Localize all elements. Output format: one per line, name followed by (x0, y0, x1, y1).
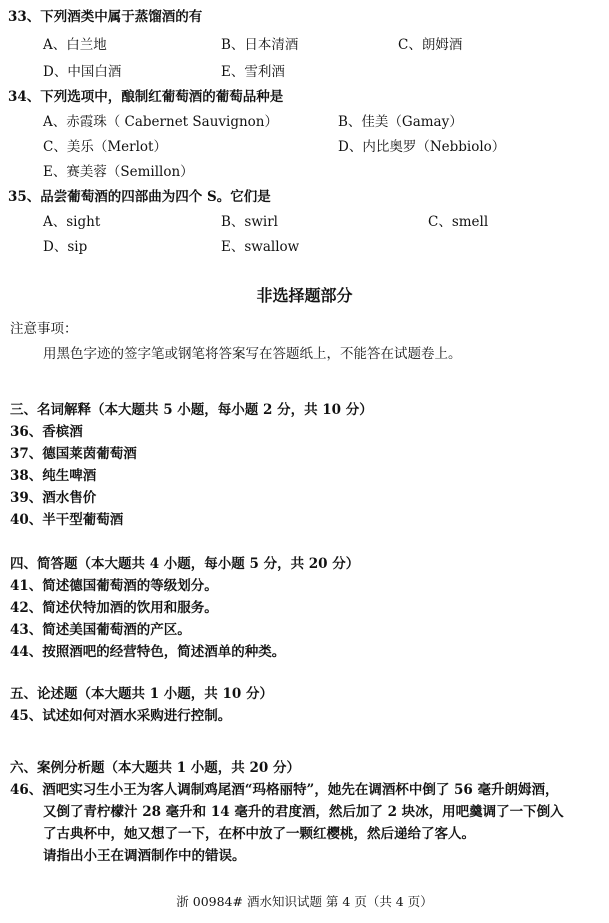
part3-heading: 三、名词解释（本大题共 5 小题，每小题 2 分，共 10 分） (10, 402, 373, 418)
list-item: 45、试述如何对酒水采购进行控制。 (10, 708, 232, 724)
list-item: 38、纯生啤酒 (10, 468, 97, 484)
q35-option-b: B、swirl (221, 214, 278, 230)
q33-option-c: C、朗姆酒 (398, 37, 463, 53)
list-item: 41、简述德国葡萄酒的等级划分。 (10, 578, 218, 594)
part5-heading: 五、论述题（本大题共 1 小题，共 10 分） (10, 686, 273, 702)
q33-option-d: D、中国白酒 (43, 64, 122, 80)
q34-option-c: C、美乐（Merlot） (43, 139, 167, 155)
list-item: 37、德国莱茵葡萄酒 (10, 446, 137, 462)
list-item: 39、酒水售价 (10, 490, 97, 506)
list-item: 40、半干型葡萄酒 (10, 512, 124, 528)
q35-option-c: C、smell (428, 214, 489, 230)
case-line: 又倒了青柠檬汁 28 毫升和 14 毫升的君度酒，然后加了 2 块冰，用吧羹调了一下倒入 (43, 804, 564, 820)
part6-heading: 六、案例分析题（本大题共 1 小题，共 20 分） (10, 760, 300, 776)
notice-text: 用黑色字迹的签字笔或钢笔将答案写在答题纸上，不能答在试题卷上。 (43, 346, 462, 362)
case-line: 了古典杯中，她又想了一下，在杯中放了一颗红樱桃，然后递给了客人。 (43, 826, 475, 842)
case-line: 请指出小王在调酒制作中的错误。 (43, 848, 246, 864)
question-33-stem: 33、下列酒类中属于蒸馏酒的有 (8, 9, 203, 25)
q35-option-e: E、swallow (221, 239, 300, 255)
list-item: 43、简述美国葡萄酒的产区。 (10, 622, 191, 638)
q33-option-e: E、雪利酒 (221, 64, 285, 80)
page-footer: 浙 00984# 酒水知识试题 第 4 页（共 4 页） (176, 894, 433, 909)
list-item: 36、香槟酒 (10, 424, 83, 440)
part4-heading: 四、简答题（本大题共 4 小题，每小题 5 分，共 20 分） (10, 556, 360, 572)
q33-option-a: A、白兰地 (43, 37, 107, 53)
question-34-stem: 34、下列选项中，酿制红葡萄酒的葡萄品种是 (8, 89, 284, 105)
notice-label: 注意事项： (10, 321, 78, 337)
section-title: 非选择题部分 (256, 286, 353, 305)
q34-option-b: B、佳美（Gamay） (338, 114, 463, 130)
q34-option-e: E、赛美蓉（Semillon） (43, 164, 194, 180)
q34-option-d: D、内比奥罗（Nebbiolo） (338, 139, 506, 155)
q34-option-a: A、赤霞珠（ Cabernet Sauvignon） (43, 114, 278, 130)
list-item: 42、简述伏特加酒的饮用和服务。 (10, 600, 218, 616)
q33-option-b: B、日本清酒 (221, 37, 299, 53)
q35-option-a: A、sight (43, 214, 101, 230)
q35-option-d: D、sip (43, 239, 88, 255)
question-35-stem: 35、品尝葡萄酒的四部曲为四个 S。它们是 (8, 189, 271, 205)
case-line: 46、酒吧实习生小王为客人调制鸡尾酒“玛格丽特”，她先在调酒杯中倒了 56 毫升朗姆酒， (10, 782, 559, 798)
list-item: 44、按照酒吧的经营特色，简述酒单的种类。 (10, 644, 286, 660)
